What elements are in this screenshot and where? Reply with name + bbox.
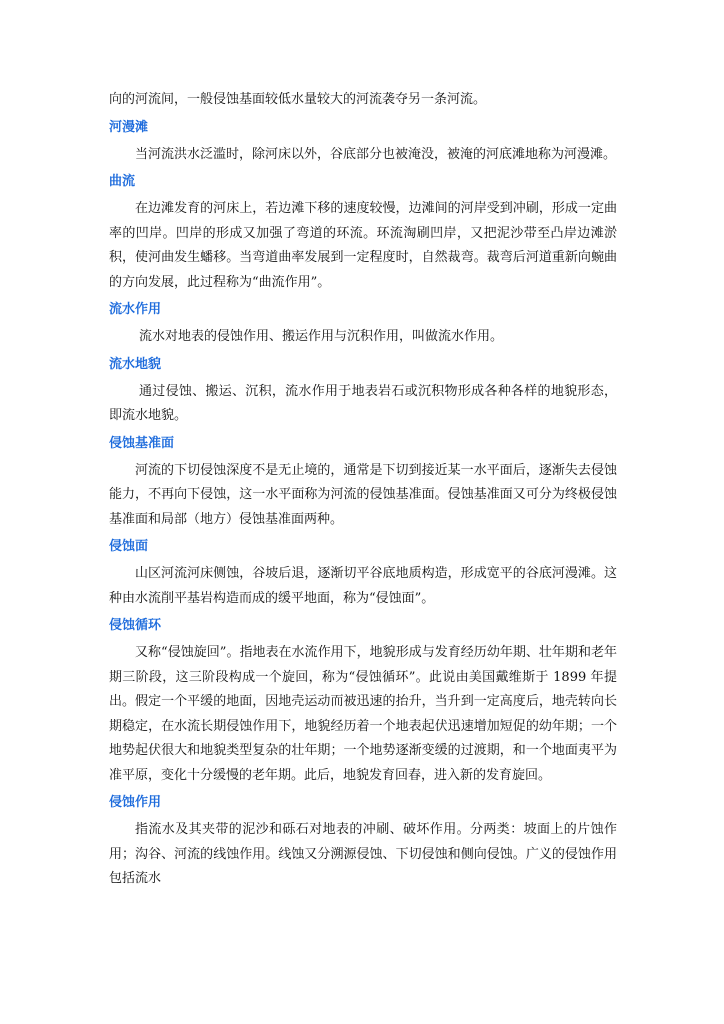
document-page xyxy=(109,88,617,892)
heading-fluvial-landform: 流水地貌 xyxy=(109,356,162,372)
paragraph-meander: 在边滩发育的河床上，若边滩下移的速度较慢，边滩间的河岸受到冲刷，形成一定曲率的凹岸。凹岸的形成又加强了弯道的环流。环流淘刷凹岸，又把泥沙带至凸岸边滩淤积，使河曲发生蟠移。当弯道曲率发展到一定程度时，自然裁弯。裁弯后河道重新向蜿曲的方向发展，此过程称为“曲流作用”。 xyxy=(109,201,617,290)
intro-paragraph: 向的河流间，一般侵蚀基面较低水量较大的河流袭夺另一条河流。 xyxy=(109,92,487,107)
paragraph-fluvial-action: 流水对地表的侵蚀作用、搬运作用与沉积作用，叫做流水作用。 xyxy=(139,329,504,344)
paragraph-floodplain: 当河流洪水泛滥时，除河床以外，谷底部分也被淹没，被淹的河底滩地称为河漫滩。 xyxy=(135,146,617,162)
heading-meander: 曲流 xyxy=(109,174,136,189)
heading-base-level: 侵蚀基准面 xyxy=(109,435,175,451)
paragraph-base-level: 河流的下切侵蚀深度不是无止境的，通常是下切到接近某一水平面后，逐渐失去侵蚀能力，不再向下侵蚀，这一水平面称为河流的侵蚀基准面。侵蚀基准面又可分为终极侵蚀基准面和局部（地方）侵蚀基准面两种。 xyxy=(109,462,617,527)
paragraph-fluvial-landform: 通过侵蚀、搬运、沉积，流水作用于地表岩石或沉积物形成各种各样的地貌形态，即流水地貌。 xyxy=(109,383,617,423)
heading-erosion-action: 侵蚀作用 xyxy=(109,795,162,810)
heading-fluvial-action: 流水作用 xyxy=(109,302,162,317)
paragraph-erosion-cycle: 又称“侵蚀旋回”。指地表在水流作用下，地貌形成与发育经历幼年期、壮年期和老年期三阶段，这三阶段构成一个旋回，称为“侵蚀循环”。此说由美国戴维斯于 1899 年提出。假定一个平缓的地面，因地壳运动而被迅速的抬升，当升到一定高度后，地壳转向长期稳定，在水流长期侵蚀作用下，地貌经历着一个地表起伏迅速增加短促的幼年期；一个地势起伏很大和地貌类型复杂的壮年期；一个地势逐渐变缓的过渡期，和一个地面夷平为准平原，变化十分缓慢的老年期。此后，地貌发育回春，进入新的发育旋回。 xyxy=(109,645,617,783)
paragraph-erosion-surface: 山区河流河床侧蚀，谷坡后退，逐渐切平谷底地质构造，形成宽平的谷底河漫滩。这种由水流削平基岩构造而成的缓平地面，称为“侵蚀面”。 xyxy=(109,566,617,606)
paragraph-erosion-action: 指流水及其夹带的泥沙和砾石对地表的冲刷、破坏作用。分两类：坡面上的片蚀作用；沟谷、河流的线蚀作用。线蚀又分溯源侵蚀、下切侵蚀和侧向侵蚀。广义的侵蚀作用包括流水 xyxy=(109,822,617,886)
heading-erosion-cycle: 侵蚀循环 xyxy=(109,618,162,633)
heading-erosion-surface: 侵蚀面 xyxy=(109,539,149,554)
heading-floodplain: 河漫滩 xyxy=(109,119,149,135)
